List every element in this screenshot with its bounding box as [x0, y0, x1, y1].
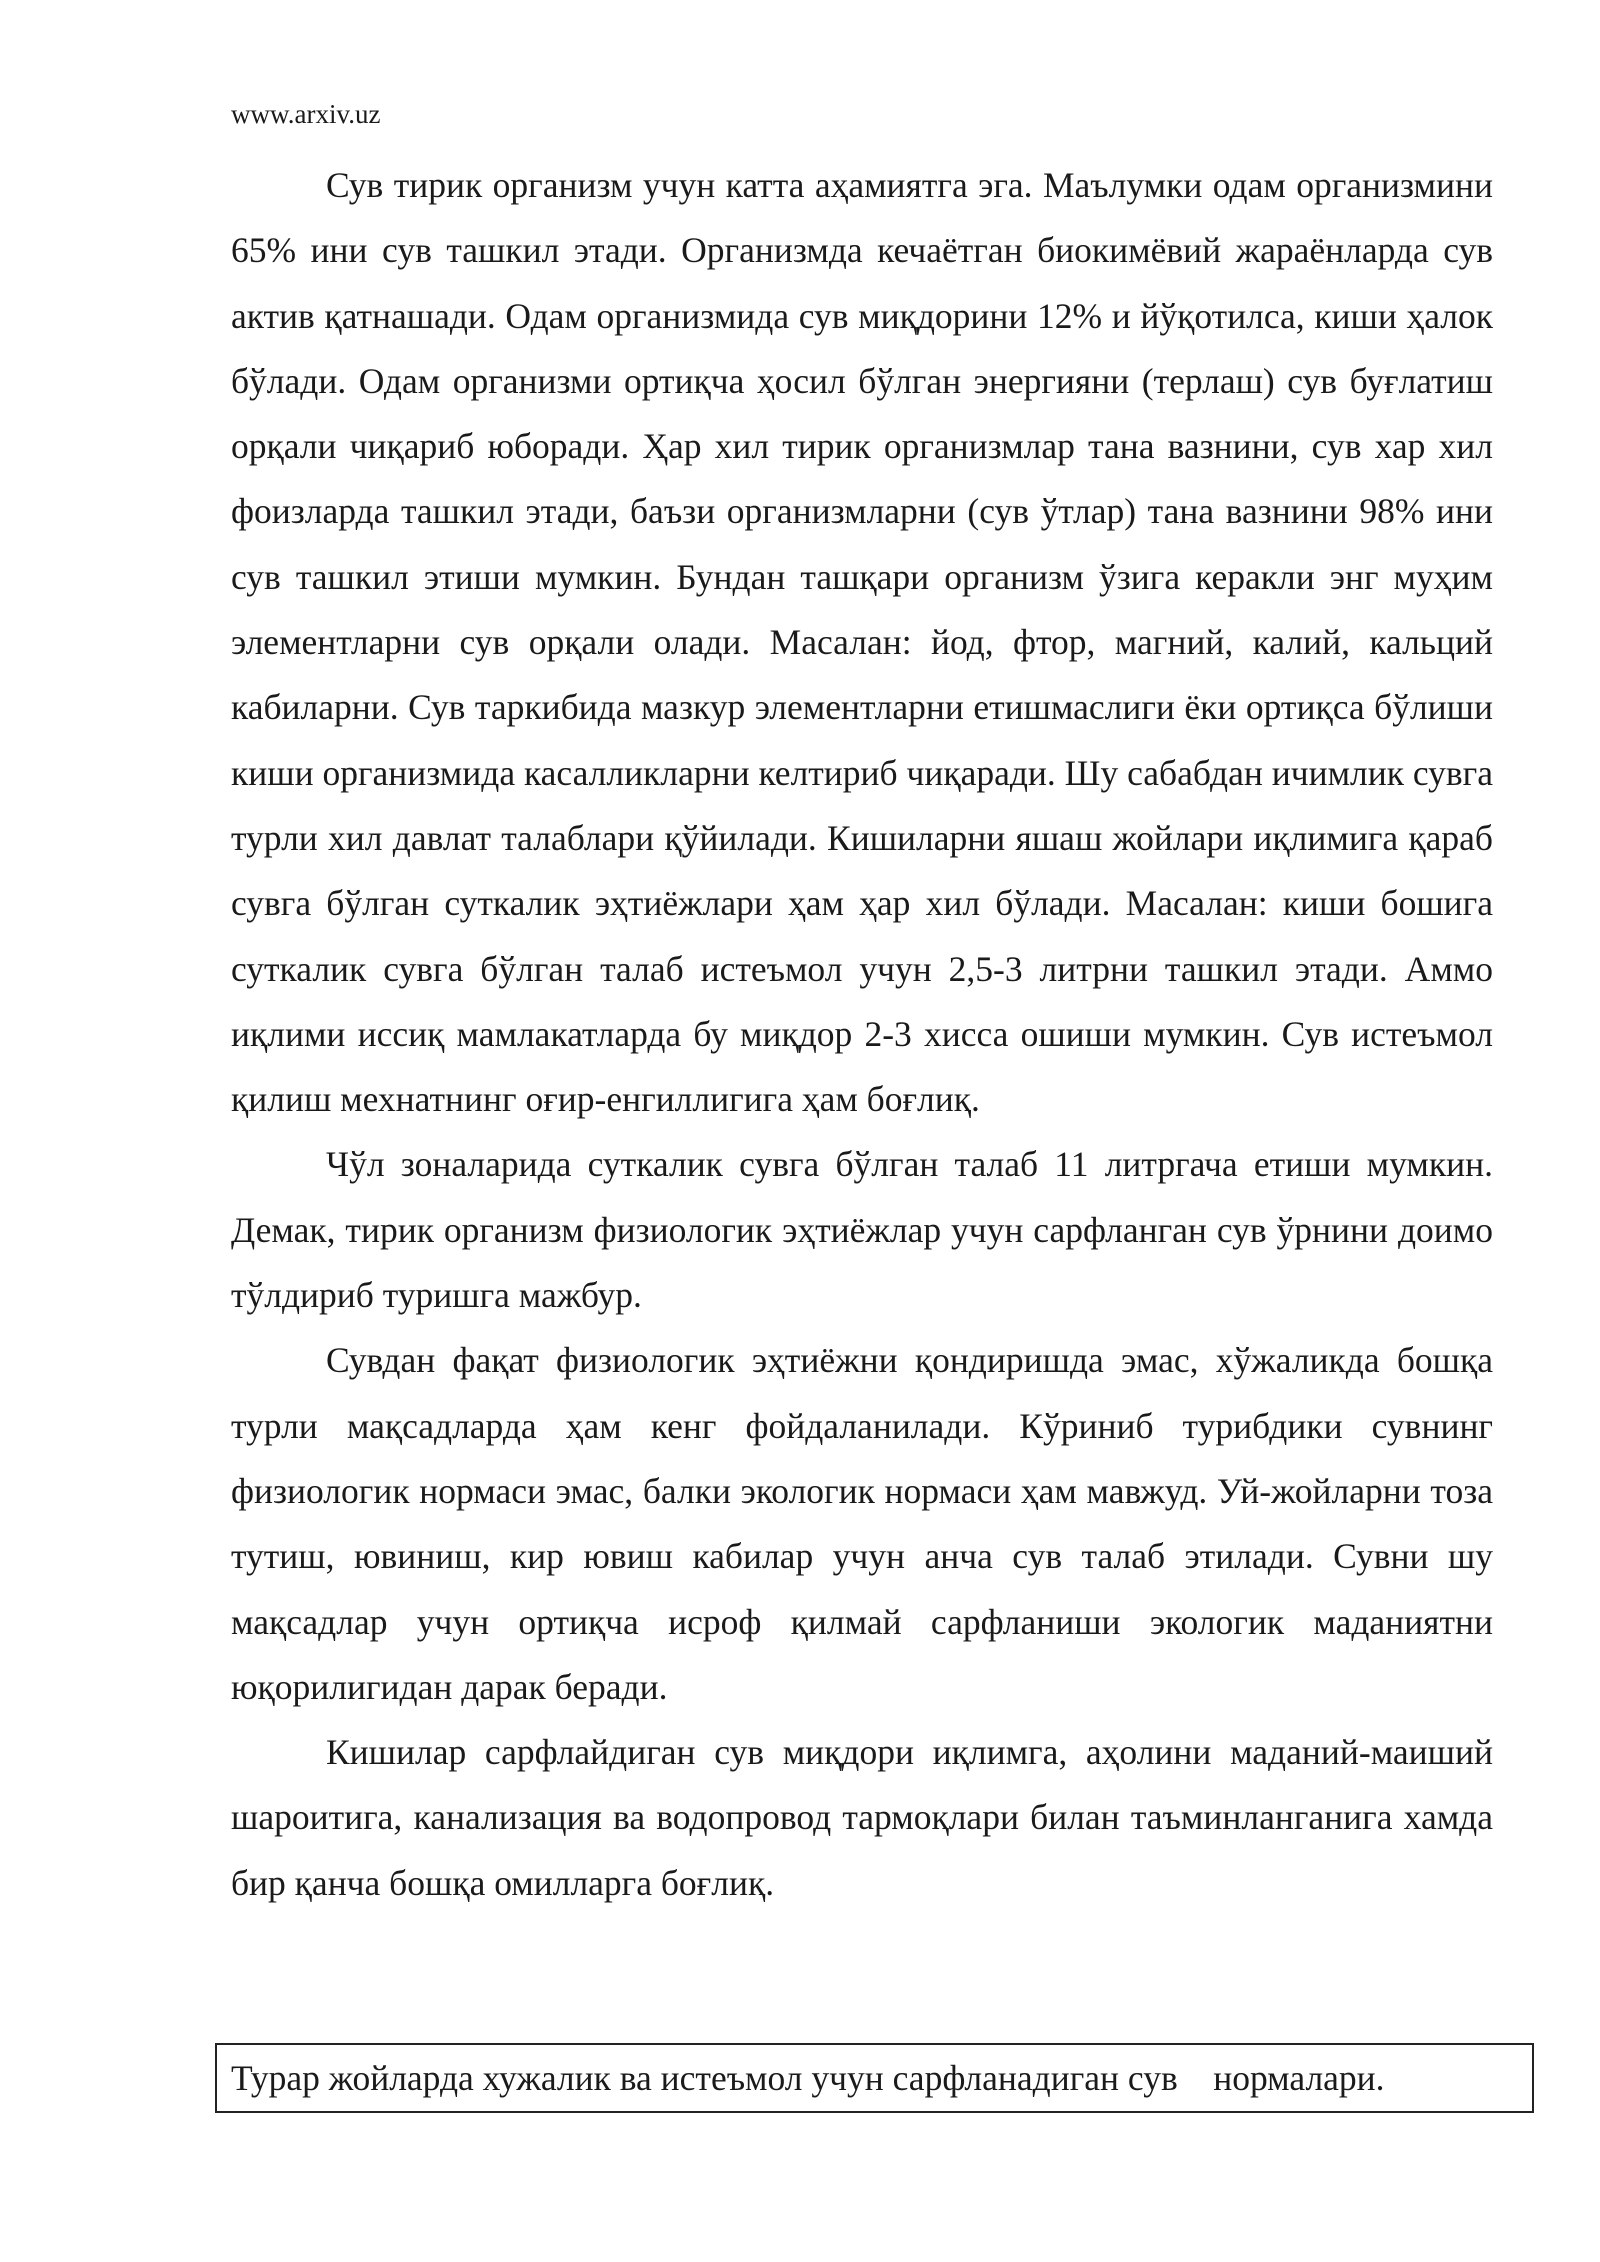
paragraph-water-importance: Сув тирик организм учун катта аҳамиятга эга. Маълумки одам организмини 65% ини сув ташкил этади. Организмда кечаётган биокимёвий жараёнларда сув актив қатнашади. Одам организмида сув миқдорини 12% и йўқотилса, киши ҳалок бўлади. Одам организми ортиқча ҳосил бўлган энергияни (терлаш) сув буғлатиш орқали чиқариб юборади. Ҳар хил тирик организмлар тана вазнини, сув хар хил фоизларда ташкил этади, баъзи организмларни (сув ўтлар) тана вазнини 98% ини сув ташкил этиши мумкин. Бундан ташқари организм ўзига керакли энг муҳим элементларни сув орқали олади. Масалан: йод, фтор, магний, калий, кальций кабиларни. Сув таркибида мазкур элементларни етишмаслиги ёки ортиқса бўлиши киши организмида касалликларни келтириб чиқаради. Шу сабабдан ичимлик сувга турли хил давлат талаблари қўйилади. Кишиларни яшаш жойлари иқлимига қараб сувга бўлган суткалик эҳтиёжлари ҳам ҳар хил бўлади. Масалан: киши бошига суткалик сувга бўлган талаб истеъмол учун 2,5-3 литрни ташкил этади. Аммо иқлими иссиқ мамлакатларда бу миқдор 2-3 хисса ошиши мумкин. Сув истеъмол қилиш мехнатнинг оғир-енгиллигига ҳам боғлиқ. [231, 165, 1493, 1120]
header-url: www.arxiv.uz [231, 99, 381, 129]
document-body [231, 153, 1493, 1916]
paragraph-consumption-factors: Кишилар сарфлайдиган сув миқдори иқлимга, аҳолини маданий-маиший шароитига, канализация ва водопровод тармоқлари билан таъминланганига хамда бир қанча бошқа омилларга боғлиқ. [231, 1732, 1493, 1903]
table-caption: Турар жойларда хужалик ва истеъмол учун сарфланадиган сув нормалари. [231, 2058, 1385, 2098]
paragraph-household-use: Сувдан фақат физиологик эҳтиёжни қондиришда эмас, хўжаликда бошқа турли мақсадларда ҳам кенг фойдаланилади. Кўриниб турибдики сувнинг физиологик нормаси эмас, балки экологик нормаси ҳам мавжуд. Уй-жойларни тоза тутиш, ювиниш, кир ювиш кабилар учун анча сув талаб этилади. Сувни шу мақсадлар учун ортиқча исроф қилмай сарфланиши экологик маданиятни юқорилигидан дарак беради. [231, 1340, 1493, 1707]
table-caption-box [215, 2043, 1534, 2113]
paragraph-desert-zones: Чўл зоналарида суткалик сувга бўлган талаб 11 литргача етиши мумкин. Демак, тирик организм физиологик эҳтиёжлар учун сарфланган сув ўрнини доимо тўлдириб туришга мажбур. [231, 1144, 1493, 1316]
